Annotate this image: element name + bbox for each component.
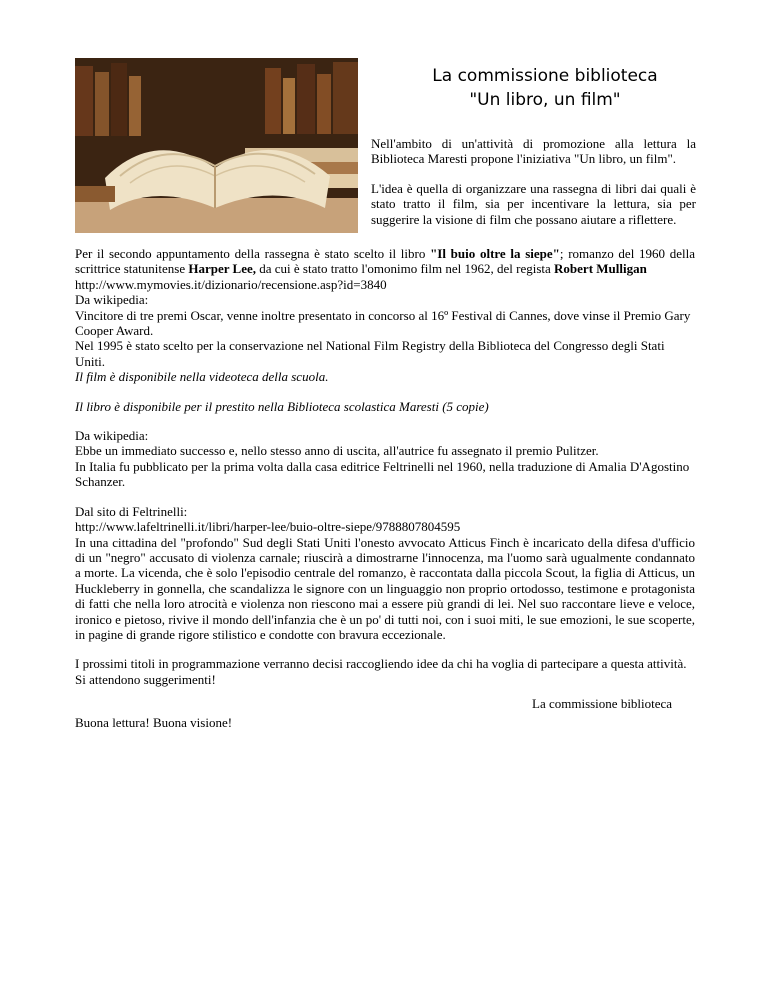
intro-section: [371, 136, 696, 241]
suggestions: Si attendono suggerimenti!: [75, 671, 216, 687]
announcement-text-3: da cui è stato tratto l'omonimo film nel 1962, del regista: [256, 261, 555, 277]
title-line-2: "Un libro, un film": [469, 90, 621, 110]
director-name: Robert Mulligan: [554, 261, 647, 277]
wiki-book-line-1: Ebbe un immediato successo e, nello stesso anno di uscita, all'autrice fu assegnato il premio Pulitzer.: [75, 443, 599, 459]
next-titles: I prossimi titoli in programmazione verranno decisi raccogliendo idee da chi ha voglia di partecipare a questa attività.: [75, 656, 687, 672]
synopsis: In una cittadina del "profondo" Sud degli Stati Uniti l'onesto avvocato Atticus Finch è incaricato della difesa d'ufficio di un "negro" accusato di violenza carnale; riuscirà a dimostrarne l'innocenza, ma l'uomo sarà ugualmente condannato a morte. La vicenda, che è solo l'episodio centrale del romanzo, è raccontata dalla piccola Scout, la figlia di Atticus, un Huckleberry in gonnella, che scandalizza le signore con un linguaggio non proprio ortodosso, testimone e protagonista di fatti che nella loro atrocità e violenza non riescono mai a essere più grandi di lei. Nel suo raccontare lieve e veloce, ironico e pietoso, rivive il mondo dell'infanzia che è un po' di tutti noi, con i suoi miti, le sue emozioni, le sue scoperte, in pagine di grande rigore stilistico e condotte con bravura eccezionale.: [75, 534, 695, 642]
mymovies-link[interactable]: http://www.mymovies.it/dizionario/recensione.asp?id=3840: [75, 276, 387, 292]
author-name: Harper Lee,: [188, 261, 256, 277]
document-body: [75, 246, 695, 731]
feltrinelli-link[interactable]: http://www.lafeltrinelli.it/libri/harper-lee/buio-oltre-siepe/9788807804595: [75, 519, 461, 535]
film-registry: Nel 1995 è stato scelto per la conservazione nel National Film Registry della Biblioteca del Congresso degli Stati Uniti.: [75, 338, 665, 369]
announcement-text: Per il secondo appuntamento della rassegna è stato scelto il libro: [75, 246, 431, 261]
feltrinelli-label: Dal sito di Feltrinelli:: [75, 503, 188, 519]
wiki-book-label: Da wikipedia:: [75, 428, 149, 444]
greeting: Buona lettura! Buona visione!: [75, 715, 233, 731]
open-book-photo: [75, 58, 358, 233]
wiki-book-line-2: In Italia fu pubblicato per la prima volta dalla casa editrice Feltrinelli nel 1960, nella traduzione di Amalia D'Agostino Schanzer.: [75, 458, 690, 490]
film-availability: Il film è disponibile nella videoteca della scuola.: [75, 369, 329, 385]
wiki-label: Da wikipedia:: [75, 292, 149, 308]
film-awards: Vincitore di tre premi Oscar, venne inoltre presentato in concorso al 16º Festival di Cannes, dove vinse il Premio Gary Cooper Award.: [75, 307, 691, 339]
page-title: [380, 64, 710, 112]
signature: La commissione biblioteca: [532, 696, 673, 711]
book-availability: Il libro è disponibile per il prestito nella Biblioteca scolastica Maresti (5 copie): [75, 398, 489, 414]
announcement-text-2: ; romanzo del 1960 della scrittrice statunitense: [75, 246, 695, 277]
title-line-1: La commissione biblioteca: [432, 66, 658, 86]
book-title: "Il buio oltre la siepe": [430, 246, 560, 261]
intro-paragraph-2: L'idea è quella di organizzare una rassegna di libri dai quali è stato tratto il film, sia per incentivare la lettura, sia per suggerire la visione di film che possano aiutare a riflettere.: [371, 180, 696, 227]
announcement-paragraph: [75, 246, 695, 277]
intro-paragraph-1: Nell'ambito di un'attività di promozione alla lettura la Biblioteca Maresti propone l'iniziativa "Un libro, un film".: [371, 136, 696, 167]
